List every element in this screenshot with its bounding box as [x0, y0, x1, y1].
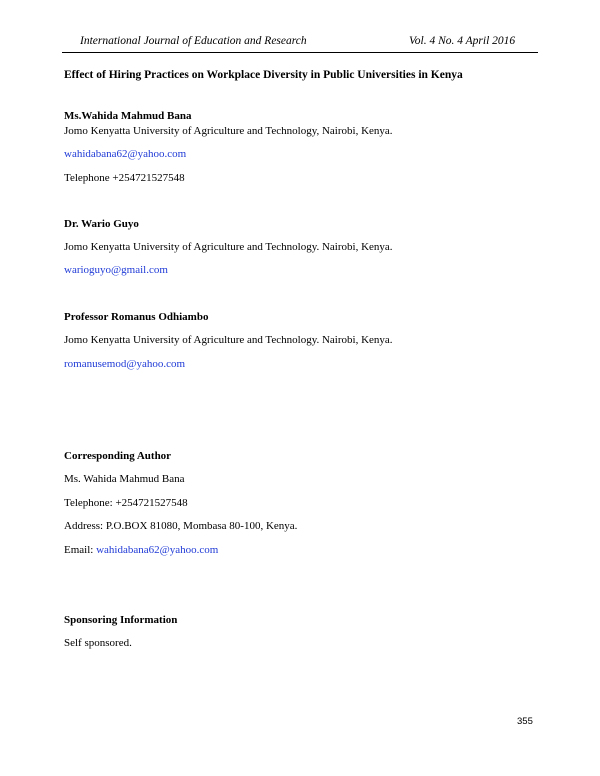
paper-title: Effect of Hiring Practices on Workplace Diversity in Public Universities in Kenya	[64, 69, 463, 81]
sponsoring-text: Self sponsored.	[64, 637, 132, 649]
author-3-name: Professor Romanus Odhiambo	[64, 311, 209, 323]
corresponding-author-address: Address: P.O.BOX 81080, Mombasa 80-100, Kenya.	[64, 520, 298, 532]
journal-name: International Journal of Education and Research	[80, 35, 307, 47]
corresponding-author-telephone: Telephone: +254721527548	[64, 497, 188, 509]
author-2-name: Dr. Wario Guyo	[64, 218, 139, 230]
corresponding-author-email-line	[64, 544, 218, 556]
author-1-name: Ms.Wahida Mahmud Bana	[64, 110, 192, 122]
author-2-email-link[interactable]: warioguyo@gmail.com	[64, 264, 168, 276]
author-1-email-link[interactable]: wahidabana62@yahoo.com	[64, 148, 187, 160]
author-3-email-link[interactable]: romanusemod@yahoo.com	[64, 358, 186, 370]
email-label: Email:	[64, 544, 97, 556]
header-divider	[62, 52, 538, 53]
author-1-telephone: Telephone +254721527548	[64, 172, 185, 184]
corresponding-author-email-link[interactable]: wahidabana62@yahoo.com	[96, 544, 219, 556]
corresponding-author-name: Ms. Wahida Mahmud Bana	[64, 473, 185, 485]
corresponding-author-heading: Corresponding Author	[64, 450, 172, 462]
author-3-affiliation: Jomo Kenyatta University of Agriculture and Technology. Nairobi, Kenya.	[64, 334, 393, 346]
author-1-affiliation: Jomo Kenyatta University of Agriculture and Technology, Nairobi, Kenya.	[64, 125, 393, 137]
issue-info: Vol. 4 No. 4 April 2016	[409, 35, 516, 47]
page-number: 355	[517, 716, 533, 727]
author-2-affiliation: Jomo Kenyatta University of Agriculture and Technology. Nairobi, Kenya.	[64, 241, 393, 253]
sponsoring-heading: Sponsoring Information	[64, 614, 178, 626]
